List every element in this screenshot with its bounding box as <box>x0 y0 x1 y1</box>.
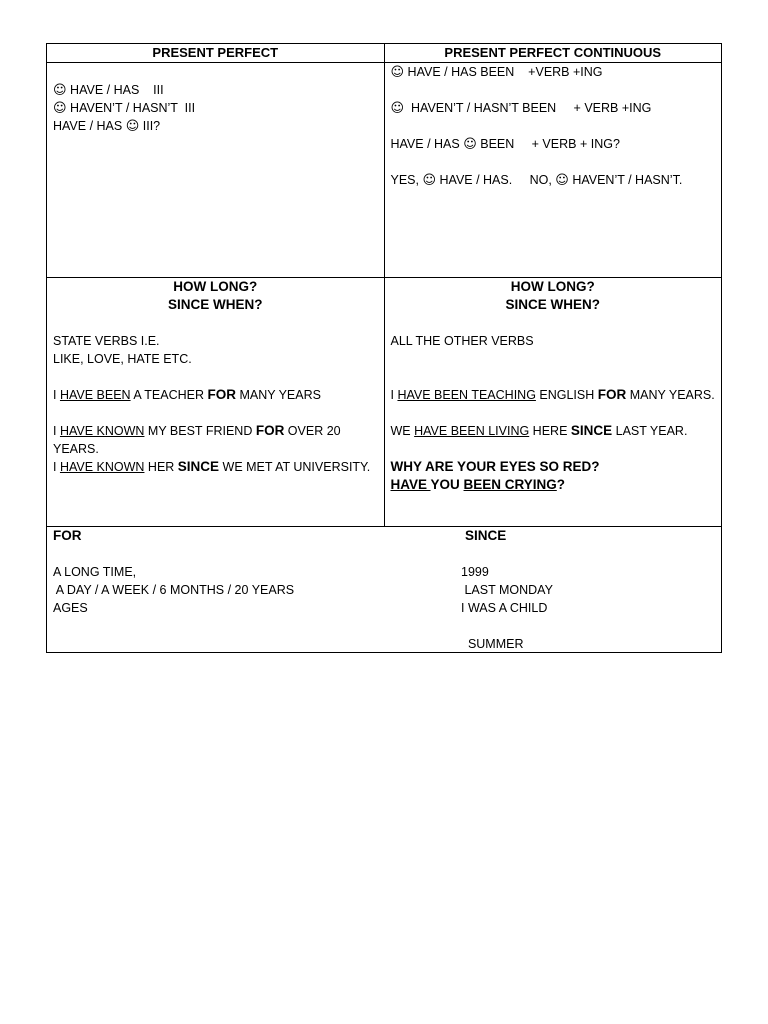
have-word: HAVE <box>390 477 431 492</box>
ex-verb: HAVE BEEN <box>59 388 131 402</box>
present-perfect-rules <box>47 63 385 278</box>
pp-negative-text: HAVEN’T / HASN’T III <box>70 101 196 115</box>
ex-verb: HAVE BEEN TEACHING <box>397 388 536 402</box>
ex-pre: WE <box>390 424 415 438</box>
smiley-icon: ☺ <box>390 65 405 80</box>
usage-row <box>47 278 722 527</box>
pp-question-post: III? <box>139 119 161 133</box>
ppc-yes-post: HAVE / HAS. <box>436 173 513 187</box>
ex-mid: MY BEST FRIEND <box>144 424 256 438</box>
ppc-affirmative <box>391 63 716 81</box>
ppc-no-post: HAVEN’T / HASN’T. <box>568 173 683 187</box>
ex-post: WE MET AT UNIVERSITY. <box>219 460 371 474</box>
ex-mid: ENGLISH <box>535 388 598 402</box>
pp-example-1 <box>53 386 378 404</box>
ex-pre: I <box>53 388 60 402</box>
how-long-heading: HOW LONG? <box>173 279 258 294</box>
header-row <box>47 44 722 63</box>
how-long-heading: HOW LONG? <box>510 279 595 294</box>
pp-negative <box>53 99 378 117</box>
smiley-icon: ☺ <box>53 101 67 116</box>
smiley-icon: ☺ <box>390 101 405 116</box>
ex-keyword: SINCE <box>570 423 613 438</box>
ppc-short-answers <box>391 171 716 189</box>
pp-example-3 <box>53 458 378 476</box>
since-item: 1999 <box>461 565 489 579</box>
ppc-question <box>391 135 716 153</box>
ex-pre: I <box>53 424 60 438</box>
continuous-rules <box>384 63 722 278</box>
ppc-negative-text: HAVEN’T / HASN’T BEEN + VERB +ING <box>404 101 652 115</box>
pp-affirmative-text: HAVE / HAS III <box>70 83 164 97</box>
ex-mid: A TEACHER <box>130 388 208 402</box>
for-since-cell <box>47 527 722 653</box>
ppc-negative <box>391 99 716 117</box>
state-verbs-examples: LIKE, LOVE, HATE ETC. <box>53 352 192 366</box>
smiley-icon: ☺ <box>125 119 140 134</box>
ppc-example-1 <box>391 386 716 404</box>
ex-verb: HAVE BEEN LIVING <box>414 424 530 438</box>
pp-question <box>53 117 378 135</box>
for-since-wrap <box>47 527 721 652</box>
ex-mid: HER <box>144 460 178 474</box>
for-item: AGES <box>53 601 88 615</box>
continuous-usage <box>384 278 722 527</box>
ppc-no-pre: NO, <box>512 173 556 187</box>
for-column <box>53 527 433 617</box>
header-present-perfect-continuous: PRESENT PERFECT CONTINUOUS <box>384 44 722 63</box>
been-crying-words: BEEN CRYING <box>463 477 557 492</box>
question-mark: ? <box>556 477 566 492</box>
ppc-example-2 <box>391 422 716 440</box>
for-heading: FOR <box>53 528 82 543</box>
ppc-affirmative-text: HAVE / HAS BEEN +VERB +ING <box>407 65 603 79</box>
ex-keyword: SINCE <box>177 459 220 474</box>
other-verbs-line: ALL THE OTHER VERBS <box>390 334 534 348</box>
ex-post: LAST YEAR. <box>612 424 688 438</box>
for-since-row <box>47 527 722 653</box>
ex-keyword: FOR <box>207 387 236 402</box>
have-you-been-crying <box>391 476 716 494</box>
ex-post: MANY YEARS <box>235 388 321 402</box>
for-item: A LONG TIME, <box>53 565 137 579</box>
ex-post: MANY YEARS. <box>626 388 715 402</box>
since-column <box>453 527 703 653</box>
smiley-icon: ☺ <box>463 137 477 152</box>
since-item: SUMMER <box>461 637 524 651</box>
for-item: A DAY / A WEEK / 6 MONTHS / 20 YEARS <box>53 583 295 597</box>
smiley-icon: ☺ <box>555 173 569 188</box>
pp-example-2 <box>53 422 378 458</box>
ex-verb: HAVE KNOWN <box>59 460 145 474</box>
smiley-icon: ☺ <box>53 83 67 98</box>
present-perfect-usage <box>47 278 385 527</box>
ex-pre: I <box>390 388 398 402</box>
ex-mid: HERE <box>529 424 571 438</box>
ex-keyword: FOR <box>255 423 285 438</box>
ex-pre: I <box>53 460 60 474</box>
state-verbs-line: STATE VERBS I.E. <box>53 334 160 348</box>
since-item: I WAS A CHILD <box>461 601 548 615</box>
since-item <box>453 617 703 635</box>
ppc-question-pre: HAVE / HAS <box>390 137 464 151</box>
pp-question-pre: HAVE / HAS <box>53 119 126 133</box>
grammar-table <box>46 43 722 653</box>
why-red-eyes-question: WHY ARE YOUR EYES SO RED? <box>390 459 600 474</box>
since-heading: SINCE <box>465 528 507 543</box>
ppc-question-post: BEEN + VERB + ING? <box>476 137 620 151</box>
pp-affirmative <box>53 81 378 99</box>
rules-row <box>47 63 722 278</box>
since-when-heading: SINCE WHEN? <box>505 297 600 312</box>
since-item: LAST MONDAY <box>461 583 553 597</box>
since-when-heading: SINCE WHEN? <box>168 297 263 312</box>
ex-verb: HAVE KNOWN <box>59 424 145 438</box>
ppc-yes-pre: YES, <box>390 173 423 187</box>
you-word: YOU <box>430 477 464 492</box>
ex-keyword: FOR <box>597 387 627 402</box>
ex-post: OVER 20 YEARS. <box>53 424 341 456</box>
header-present-perfect: PRESENT PERFECT <box>47 44 385 63</box>
smiley-icon: ☺ <box>422 173 437 188</box>
